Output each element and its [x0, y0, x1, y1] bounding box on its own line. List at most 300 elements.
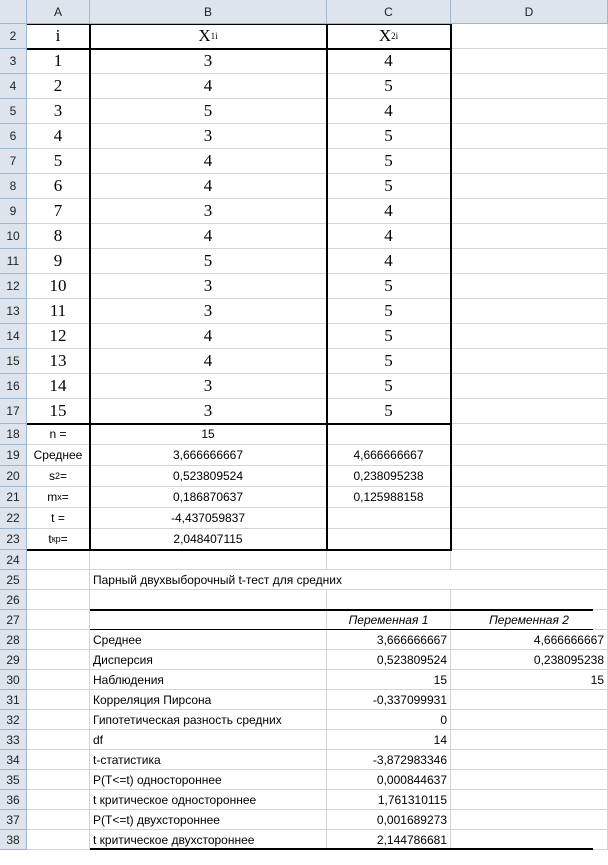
- data-cell-i[interactable]: [27, 74, 90, 99]
- row-header[interactable]: [0, 374, 27, 399]
- value: 3: [203, 376, 213, 395]
- row-header-label: 26: [6, 592, 20, 607]
- ttest-rule: [90, 848, 593, 850]
- empty-cell[interactable]: [451, 399, 608, 424]
- ttest-row-var2[interactable]: [451, 670, 608, 690]
- data-cell-x1[interactable]: [90, 374, 327, 399]
- label-text: t-статистика: [93, 752, 161, 767]
- row-header[interactable]: [0, 399, 27, 424]
- row-header[interactable]: [0, 710, 27, 730]
- row-header[interactable]: [0, 445, 27, 466]
- ttest-row-var2[interactable]: [451, 810, 608, 830]
- data-cell-x1[interactable]: [90, 224, 327, 249]
- data-cell-x1[interactable]: [90, 74, 327, 99]
- empty-cell[interactable]: [451, 590, 608, 610]
- ttest-row-var2[interactable]: [451, 710, 608, 730]
- ttest-row-label[interactable]: [90, 830, 327, 850]
- data-cell-x1[interactable]: [90, 124, 327, 149]
- data-cell-x1[interactable]: [90, 399, 327, 424]
- data-cell-x2[interactable]: [327, 99, 451, 124]
- data-cell-x2[interactable]: [327, 174, 451, 199]
- value: 12: [49, 326, 67, 345]
- ttest-row-var2[interactable]: [451, 630, 608, 650]
- value: 14: [433, 732, 447, 747]
- row-header-label: 9: [9, 204, 17, 218]
- row-header[interactable]: [0, 466, 27, 487]
- row-header[interactable]: [0, 529, 27, 550]
- data-cell-i[interactable]: [27, 49, 90, 74]
- header-cell-x1[interactable]: X 1i: [90, 24, 327, 49]
- value: 5: [203, 101, 213, 120]
- column-header-c[interactable]: [327, 0, 451, 24]
- value: 0,523809524: [376, 652, 447, 667]
- empty-cell[interactable]: [451, 550, 608, 570]
- value: 2,144786681: [376, 832, 447, 847]
- ttest-row-label[interactable]: [90, 630, 327, 650]
- data-cell-i[interactable]: [27, 174, 90, 199]
- stat-label-text: =: [60, 532, 68, 546]
- value: 3: [203, 401, 213, 420]
- row-header-label: 28: [6, 632, 20, 647]
- empty-cell[interactable]: [27, 650, 90, 670]
- row-header-label: 31: [6, 692, 20, 707]
- row-header-label: 12: [6, 279, 20, 293]
- empty-cell[interactable]: [27, 550, 90, 570]
- row-header[interactable]: [0, 349, 27, 374]
- label-text: Дисперсия: [93, 652, 153, 667]
- column-header-label: D: [524, 4, 534, 19]
- empty-cell[interactable]: [451, 74, 608, 99]
- label-text: Гипотетическая разность средних: [93, 712, 282, 727]
- data-cell-x1[interactable]: [90, 49, 327, 74]
- value: 4: [384, 101, 393, 120]
- empty-cell[interactable]: [451, 49, 608, 74]
- ttest-row-var1[interactable]: [327, 690, 451, 710]
- row-header-label: 23: [6, 532, 20, 546]
- empty-cell[interactable]: [90, 550, 327, 570]
- label-text: df: [93, 732, 104, 747]
- empty-cell[interactable]: [451, 374, 608, 399]
- stat-label-text: n =: [49, 427, 67, 441]
- empty-cell[interactable]: [451, 299, 608, 324]
- row-header[interactable]: [0, 49, 27, 74]
- ttest-row-var2[interactable]: [451, 790, 608, 810]
- ttest-row-var1[interactable]: [327, 770, 451, 790]
- empty-cell[interactable]: [27, 570, 90, 590]
- stat-value-b-mx[interactable]: [90, 487, 327, 508]
- value: 5: [384, 326, 393, 345]
- row-header[interactable]: [0, 508, 27, 529]
- data-cell-x1[interactable]: [90, 349, 327, 374]
- row-header[interactable]: [0, 24, 27, 49]
- empty-cell[interactable]: [90, 590, 327, 610]
- stat-label-n[interactable]: [27, 424, 90, 445]
- row-header[interactable]: [0, 149, 27, 174]
- data-cell-i[interactable]: [27, 99, 90, 124]
- header-x2-label: X: [378, 26, 392, 45]
- ttest-row-var2[interactable]: [451, 690, 608, 710]
- empty-cell[interactable]: [451, 508, 608, 529]
- ttest-rule: [90, 629, 593, 630]
- empty-cell[interactable]: [451, 249, 608, 274]
- value: 7: [53, 201, 63, 220]
- column-header-b[interactable]: [90, 0, 327, 24]
- empty-cell[interactable]: [451, 24, 608, 49]
- row-header[interactable]: [0, 550, 27, 570]
- row-header-label: 21: [6, 490, 20, 504]
- row-header[interactable]: [0, 610, 27, 630]
- ttest-row-label[interactable]: [90, 690, 327, 710]
- empty-cell[interactable]: [327, 550, 451, 570]
- column-header-label: C: [384, 4, 393, 19]
- value: 4: [384, 226, 393, 245]
- row-header-label: 6: [9, 129, 17, 143]
- data-cell-i[interactable]: [27, 124, 90, 149]
- data-cell-x2[interactable]: [327, 399, 451, 424]
- value: 0,238095238: [353, 469, 424, 483]
- empty-cell[interactable]: [27, 750, 90, 770]
- data-cell-x1[interactable]: [90, 174, 327, 199]
- value: 1,761310115: [377, 792, 447, 807]
- data-cell-x2[interactable]: [327, 149, 451, 174]
- ttest-var1-label: Переменная 1: [348, 612, 429, 627]
- row-header-label: 20: [6, 469, 20, 483]
- header-cell-x2[interactable]: X 2i: [327, 24, 451, 49]
- select-all-corner[interactable]: [0, 0, 27, 24]
- row-header[interactable]: [0, 199, 27, 224]
- ttest-row-var2[interactable]: [451, 730, 608, 750]
- empty-cell[interactable]: [451, 224, 608, 249]
- row-header[interactable]: [0, 174, 27, 199]
- stat-value-b-n[interactable]: [90, 424, 327, 445]
- row-header-label: 35: [6, 772, 20, 787]
- stat-value-c-s2[interactable]: [327, 466, 451, 487]
- ttest-row-var2[interactable]: [451, 770, 608, 790]
- row-header-label: 27: [6, 612, 20, 627]
- data-cell-i[interactable]: [27, 249, 90, 274]
- stat-value-c-mx[interactable]: [327, 487, 451, 508]
- table-border: [326, 24, 328, 550]
- stat-label-s2[interactable]: s 2 =: [27, 466, 90, 487]
- empty-cell[interactable]: [451, 324, 608, 349]
- header-cell-i[interactable]: [27, 24, 90, 49]
- stat-value-c-t[interactable]: [327, 508, 451, 529]
- value: 4: [203, 151, 213, 170]
- value: 5: [384, 376, 393, 395]
- data-cell-i[interactable]: [27, 349, 90, 374]
- ttest-row-label[interactable]: [90, 730, 327, 750]
- row-header[interactable]: [0, 770, 27, 790]
- data-cell-x2[interactable]: [327, 349, 451, 374]
- stat-label-mean[interactable]: [27, 445, 90, 466]
- empty-cell[interactable]: [327, 590, 451, 610]
- row-header-label: 19: [6, 448, 20, 462]
- stat-label-text: s: [48, 469, 55, 483]
- data-cell-i[interactable]: [27, 274, 90, 299]
- row-header[interactable]: [0, 730, 27, 750]
- value: 6: [53, 176, 63, 195]
- data-cell-x1[interactable]: [90, 274, 327, 299]
- row-header[interactable]: [0, 810, 27, 830]
- value: 3: [203, 301, 213, 320]
- stat-label-tkr[interactable]: t кр =: [27, 529, 90, 550]
- data-cell-i[interactable]: [27, 199, 90, 224]
- empty-cell[interactable]: [451, 149, 608, 174]
- empty-cell[interactable]: [27, 710, 90, 730]
- value: 4: [203, 351, 213, 370]
- label-text: t критическое одностороннее: [93, 792, 257, 807]
- label-text: P(T<=t) одностороннее: [93, 772, 222, 787]
- empty-cell[interactable]: [451, 466, 608, 487]
- value: 5: [53, 151, 63, 170]
- data-cell-x1[interactable]: [90, 299, 327, 324]
- data-cell-x1[interactable]: [90, 324, 327, 349]
- value: 5: [384, 301, 393, 320]
- data-cell-x2[interactable]: [327, 299, 451, 324]
- row-header-label: 17: [6, 404, 20, 418]
- ttest-row-label[interactable]: [90, 770, 327, 790]
- row-header[interactable]: [0, 590, 27, 610]
- row-header-label: 33: [6, 732, 20, 747]
- ttest-row-var1[interactable]: [327, 810, 451, 830]
- row-header-label: 13: [6, 304, 20, 318]
- stat-label-mx[interactable]: m x =: [27, 487, 90, 508]
- row-header-label: 38: [6, 832, 20, 847]
- data-cell-x2[interactable]: [327, 124, 451, 149]
- row-header[interactable]: [0, 570, 27, 590]
- empty-cell[interactable]: [451, 199, 608, 224]
- value: 4: [384, 251, 393, 270]
- value: 0,186870637: [172, 490, 244, 504]
- empty-cell[interactable]: [27, 730, 90, 750]
- empty-cell[interactable]: [27, 810, 90, 830]
- column-header-label: A: [53, 4, 62, 19]
- data-cell-x2[interactable]: [327, 374, 451, 399]
- ttest-row-var1[interactable]: [327, 630, 451, 650]
- data-cell-x1[interactable]: [90, 199, 327, 224]
- row-header[interactable]: [0, 630, 27, 650]
- value: 5: [384, 276, 393, 295]
- stat-value-b-tkr[interactable]: [90, 529, 327, 550]
- stat-value-b-s2[interactable]: [90, 466, 327, 487]
- row-header[interactable]: [0, 670, 27, 690]
- row-header[interactable]: [0, 650, 27, 670]
- ttest-row-var1[interactable]: [327, 650, 451, 670]
- data-cell-x2[interactable]: [327, 324, 451, 349]
- empty-cell[interactable]: [27, 630, 90, 650]
- value: 2: [53, 76, 63, 95]
- data-cell-i[interactable]: [27, 324, 90, 349]
- row-header[interactable]: [0, 830, 27, 850]
- row-header[interactable]: [0, 224, 27, 249]
- row-header-label: 3: [9, 54, 17, 68]
- empty-cell[interactable]: [27, 610, 90, 630]
- empty-cell[interactable]: [27, 770, 90, 790]
- value: 4: [203, 176, 213, 195]
- ttest-header-var2[interactable]: [451, 610, 608, 630]
- value: 15: [49, 401, 67, 420]
- row-header-label: 18: [6, 427, 20, 441]
- header-i-label: i: [55, 26, 61, 45]
- ttest-row-var1[interactable]: [327, 670, 451, 690]
- ttest-row-label[interactable]: [90, 670, 327, 690]
- empty-cell[interactable]: [451, 124, 608, 149]
- value: 5: [384, 151, 393, 170]
- empty-cell[interactable]: [451, 487, 608, 508]
- empty-cell[interactable]: [451, 445, 608, 466]
- value: 3,666666667: [376, 632, 447, 647]
- row-header-label: 32: [6, 712, 20, 727]
- empty-cell[interactable]: [451, 174, 608, 199]
- empty-cell[interactable]: [451, 349, 608, 374]
- value: 4: [53, 126, 63, 145]
- label-text: P(T<=t) двухстороннее: [93, 812, 220, 827]
- row-header[interactable]: [0, 249, 27, 274]
- ttest-row-label[interactable]: [90, 810, 327, 830]
- stat-value-c-tkr[interactable]: [327, 529, 451, 550]
- row-header[interactable]: [0, 124, 27, 149]
- value: 0,000844637: [376, 772, 447, 787]
- empty-cell[interactable]: [451, 424, 608, 445]
- row-header-label: 5: [9, 104, 17, 118]
- ttest-title[interactable]: [90, 570, 608, 590]
- ttest-row-var1[interactable]: [327, 750, 451, 770]
- ttest-row-label[interactable]: [90, 650, 327, 670]
- value: 3: [203, 201, 213, 220]
- value: 10: [49, 276, 67, 295]
- data-cell-i[interactable]: [27, 224, 90, 249]
- row-header-label: 4: [9, 79, 17, 93]
- empty-cell[interactable]: [451, 529, 608, 550]
- empty-cell[interactable]: [451, 274, 608, 299]
- stat-value-b-t[interactable]: [90, 508, 327, 529]
- stat-value-c-n[interactable]: [327, 424, 451, 445]
- ttest-row-label[interactable]: [90, 750, 327, 770]
- row-header-label: 22: [6, 511, 20, 525]
- row-header-label: 2: [9, 29, 17, 43]
- data-cell-i[interactable]: [27, 299, 90, 324]
- stat-value-c-mean[interactable]: [327, 445, 451, 466]
- ttest-var2-label: Переменная 2: [489, 612, 569, 627]
- value: 4,666666667: [533, 632, 604, 647]
- data-cell-x2[interactable]: [327, 224, 451, 249]
- data-cell-x2[interactable]: [327, 199, 451, 224]
- value: 3: [203, 51, 213, 70]
- row-header-label: 16: [6, 379, 20, 393]
- row-header[interactable]: [0, 299, 27, 324]
- ttest-title-text: Парный двухвыборочный t-тест для средних: [93, 572, 342, 587]
- ttest-row-var2[interactable]: [451, 750, 608, 770]
- row-header[interactable]: [0, 274, 27, 299]
- value: 5: [384, 401, 393, 420]
- empty-cell[interactable]: [27, 790, 90, 810]
- value: 2,048407115: [173, 532, 243, 546]
- row-header-label: 11: [6, 254, 20, 268]
- ttest-rule: [90, 609, 593, 611]
- column-header-label: B: [203, 4, 212, 19]
- column-header-a[interactable]: [27, 0, 90, 24]
- empty-cell[interactable]: [27, 690, 90, 710]
- table-border: [450, 24, 452, 550]
- ttest-row-var1[interactable]: [327, 830, 451, 850]
- value: 0,001689273: [376, 812, 447, 827]
- ttest-row-var1[interactable]: [327, 710, 451, 730]
- row-header[interactable]: [0, 324, 27, 349]
- data-cell-x1[interactable]: [90, 249, 327, 274]
- stat-label-t[interactable]: [27, 508, 90, 529]
- value: 3: [203, 276, 213, 295]
- value: 4: [384, 51, 393, 70]
- label-text: t критическое двухстороннее: [93, 832, 255, 847]
- row-header[interactable]: [0, 690, 27, 710]
- ttest-row-label[interactable]: [90, 790, 327, 810]
- row-header-label: 25: [6, 572, 20, 587]
- stat-label-text: t: [48, 532, 52, 546]
- empty-cell[interactable]: [27, 670, 90, 690]
- empty-cell[interactable]: [27, 830, 90, 850]
- stat-label-text: Среднее: [33, 448, 83, 462]
- value: 15: [201, 427, 215, 441]
- column-header-d[interactable]: [451, 0, 608, 24]
- row-header-label: 29: [6, 652, 20, 667]
- ttest-row-var2[interactable]: [451, 830, 608, 850]
- empty-cell[interactable]: [27, 590, 90, 610]
- data-cell-x2[interactable]: [327, 274, 451, 299]
- data-cell-x2[interactable]: [327, 49, 451, 74]
- data-cell-i[interactable]: [27, 149, 90, 174]
- row-header[interactable]: [0, 99, 27, 124]
- row-header-label: 30: [6, 672, 20, 687]
- empty-cell[interactable]: [90, 610, 327, 630]
- row-header-label: 37: [6, 812, 20, 827]
- data-cell-i[interactable]: [27, 399, 90, 424]
- value: 1: [53, 51, 63, 70]
- value: 3: [53, 101, 63, 120]
- ttest-row-var1[interactable]: [327, 730, 451, 750]
- row-header-label: 10: [6, 229, 20, 243]
- value: 5: [384, 126, 393, 145]
- ttest-row-label[interactable]: [90, 710, 327, 730]
- row-header[interactable]: [0, 74, 27, 99]
- data-cell-x1[interactable]: [90, 149, 327, 174]
- value: 15: [590, 672, 604, 687]
- data-cell-x1[interactable]: [90, 99, 327, 124]
- value: 5: [384, 351, 393, 370]
- value: -4,437059837: [170, 511, 246, 525]
- value: 13: [49, 351, 67, 370]
- ttest-header-var1[interactable]: [327, 610, 451, 630]
- data-cell-x2[interactable]: [327, 249, 451, 274]
- row-header[interactable]: [0, 487, 27, 508]
- row-header[interactable]: [0, 750, 27, 770]
- empty-cell[interactable]: [451, 99, 608, 124]
- value: 3,666666667: [172, 448, 244, 462]
- row-header-label: 14: [6, 329, 20, 343]
- row-header[interactable]: [0, 424, 27, 445]
- value: 4: [203, 76, 213, 95]
- row-header-label: 15: [6, 354, 20, 368]
- data-cell-x2[interactable]: [327, 74, 451, 99]
- data-cell-i[interactable]: [27, 374, 90, 399]
- row-header[interactable]: [0, 790, 27, 810]
- ttest-row-var1[interactable]: [327, 790, 451, 810]
- stat-label-text: m: [47, 490, 58, 504]
- stat-value-b-mean[interactable]: [90, 445, 327, 466]
- value: 9: [53, 251, 63, 270]
- value: 15: [433, 672, 447, 687]
- ttest-row-var2[interactable]: [451, 650, 608, 670]
- value: 8: [53, 226, 63, 245]
